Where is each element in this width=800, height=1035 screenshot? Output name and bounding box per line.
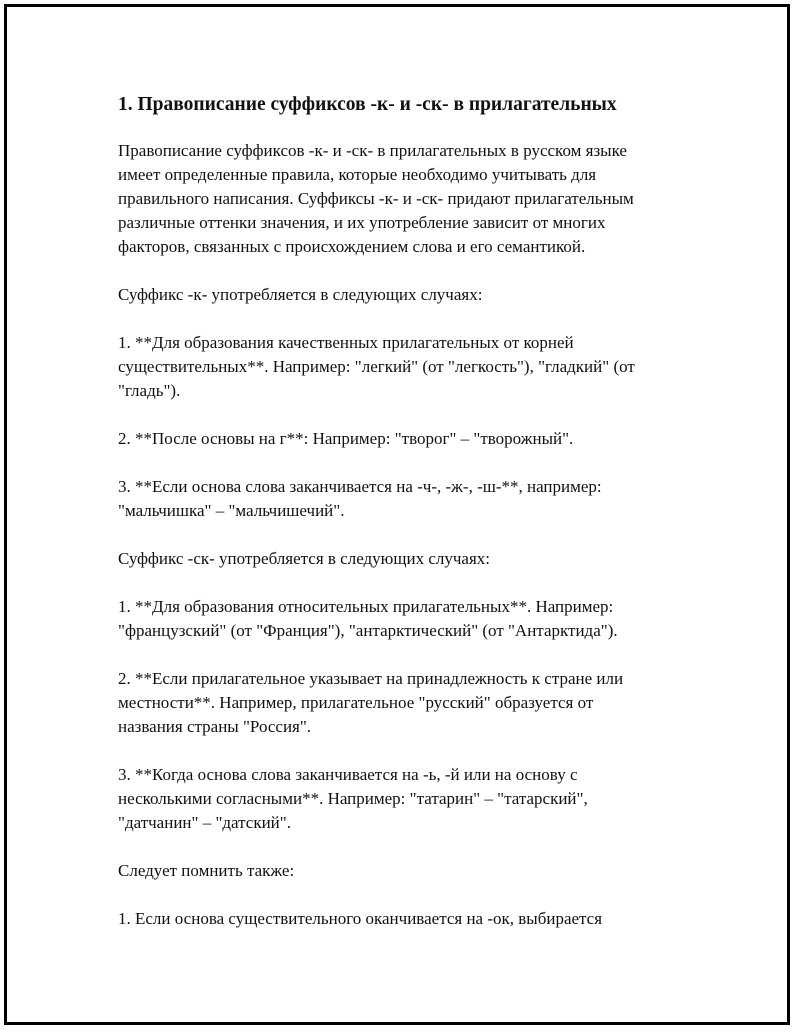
text-line: Суффикс -ск- употребляется в следующих случаях: xyxy=(118,549,490,568)
text-line: "датчанин" – "датский". xyxy=(118,813,291,832)
text-line: "гладь"). xyxy=(118,381,181,400)
text-line: 2. **После основы на г**: Например: "творог" – "творожный". xyxy=(118,429,574,448)
text-line: Следует помнить также: xyxy=(118,861,295,880)
document-body xyxy=(118,91,698,955)
text-line: местности**. Например, прилагательное "русский" образуется от xyxy=(118,693,594,712)
text-line: "французский" (от "Франция"), "антарктический" (от "Антарктида"). xyxy=(118,621,618,640)
intro-paragraph xyxy=(118,139,698,259)
text-line: правильного написания. Суффиксы -к- и -ск- придают прилагательным xyxy=(118,189,634,208)
k-rule-1 xyxy=(118,331,698,403)
text-line: 3. **Когда основа слова заканчивается на -ь, -й или на основу с xyxy=(118,765,578,784)
text-line: Правописание суффиксов -к- и -ск- в прилагательных в русском языке xyxy=(118,141,627,160)
k-rule-2 xyxy=(118,427,698,451)
also-rule-1 xyxy=(118,907,698,931)
text-line: факторов, связанных с происхождением слова и его семантикой. xyxy=(118,237,586,256)
k-suffix-heading xyxy=(118,283,698,307)
text-line: названия страны "Россия". xyxy=(118,717,312,736)
text-line: "мальчишка" – "мальчишечий". xyxy=(118,501,345,520)
also-remember-heading xyxy=(118,859,698,883)
text-line: различные оттенки значения, и их употребление зависит от многих xyxy=(118,213,606,232)
k-rule-3 xyxy=(118,475,698,523)
sk-rule-3 xyxy=(118,763,698,835)
section-title: 1. Правописание суффиксов -к- и -ск- в прилагательных xyxy=(118,94,617,115)
text-line: имеет определенные правила, которые необходимо учитывать для xyxy=(118,165,597,184)
text-line: 3. **Если основа слова заканчивается на -ч-, -ж-, -ш-**, например: xyxy=(118,477,602,496)
sk-suffix-heading xyxy=(118,547,698,571)
text-line: 1. **Для образования относительных прилагательных**. Например: xyxy=(118,597,614,616)
text-line: 2. **Если прилагательное указывает на принадлежность к стране или xyxy=(118,669,624,688)
text-line: 1. **Для образования качественных прилагательных от корней xyxy=(118,333,574,352)
text-line: Суффикс -к- употребляется в следующих случаях: xyxy=(118,285,483,304)
sk-rule-1 xyxy=(118,595,698,643)
text-line: несколькими согласными**. Например: "татарин" – "татарский", xyxy=(118,789,588,808)
text-line: существительных**. Например: "легкий" (от "легкость"), "гладкий" (от xyxy=(118,357,635,376)
text-line: 1. Если основа существительного оканчивается на -ок, выбирается xyxy=(118,909,603,928)
sk-rule-2 xyxy=(118,667,698,739)
